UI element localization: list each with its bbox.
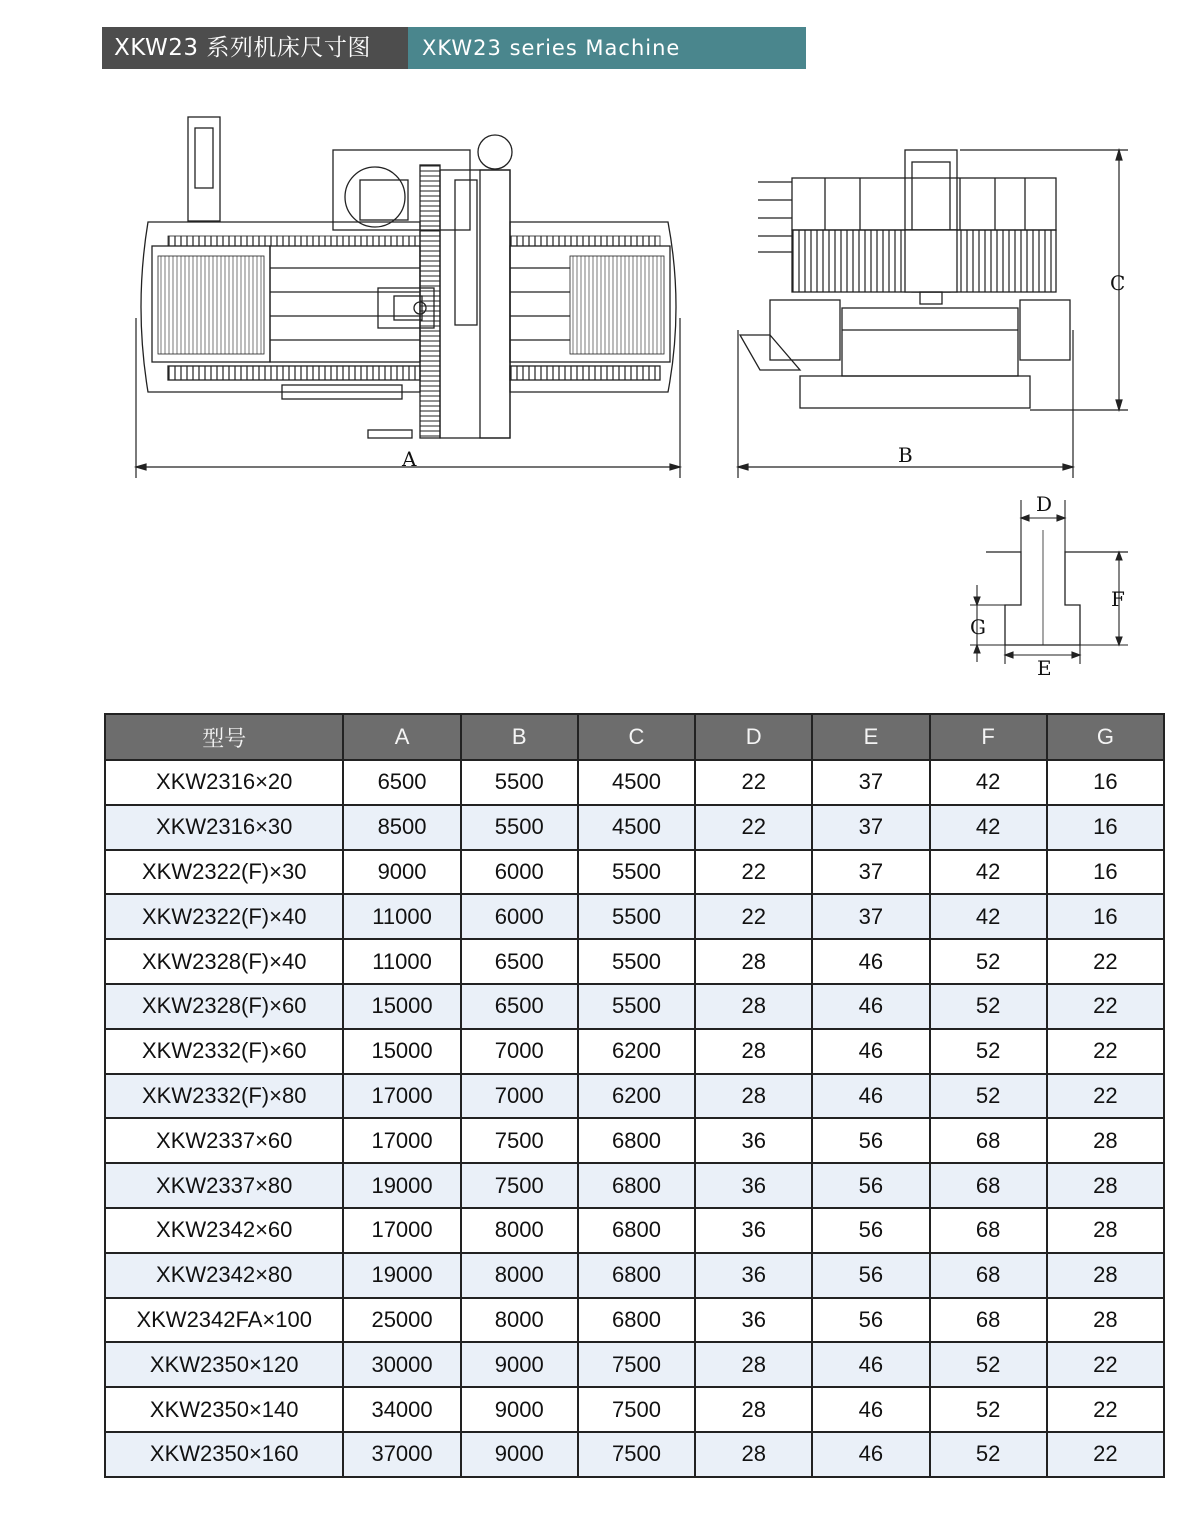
table-row (105, 984, 1164, 1029)
cell-g: 22 (1047, 1432, 1164, 1477)
cell-e: 56 (812, 1163, 929, 1208)
cell-c: 6800 (578, 1298, 695, 1343)
cell-b: 7500 (461, 1118, 578, 1163)
cell-f: 68 (930, 1208, 1047, 1253)
cell-a: 19000 (343, 1253, 460, 1298)
table-row (105, 1118, 1164, 1163)
top-view-drawing (141, 117, 676, 438)
table-row (105, 760, 1164, 805)
cell-f: 52 (930, 939, 1047, 984)
label-e: E (1037, 656, 1052, 680)
cell-e: 46 (812, 1432, 929, 1477)
cell-g: 16 (1047, 850, 1164, 895)
cell-model: XKW2337×60 (105, 1118, 343, 1163)
cell-c: 7500 (578, 1342, 695, 1387)
table-body (105, 760, 1164, 1477)
cell-c: 6800 (578, 1163, 695, 1208)
cell-model: XKW2322(F)×30 (105, 850, 343, 895)
dimension-table (104, 713, 1165, 1478)
cell-model: XKW2332(F)×80 (105, 1074, 343, 1119)
table-row (105, 939, 1164, 984)
cell-f: 52 (930, 984, 1047, 1029)
cell-e: 56 (812, 1118, 929, 1163)
cell-d: 28 (695, 1432, 812, 1477)
cell-g: 28 (1047, 1163, 1164, 1208)
title-english: XKW23 series Machine Dimension (408, 27, 806, 69)
cell-c: 4500 (578, 760, 695, 805)
cell-a: 8500 (343, 805, 460, 850)
cell-f: 52 (930, 1387, 1047, 1432)
header-e: E (812, 714, 929, 760)
header-d: D (695, 714, 812, 760)
cell-b: 8000 (461, 1253, 578, 1298)
cell-b: 6000 (461, 850, 578, 895)
cell-b: 5500 (461, 760, 578, 805)
table-row (105, 850, 1164, 895)
cell-model: XKW2332(F)×60 (105, 1029, 343, 1074)
cell-a: 30000 (343, 1342, 460, 1387)
cell-b: 7000 (461, 1029, 578, 1074)
cell-g: 28 (1047, 1298, 1164, 1343)
cell-model: XKW2350×140 (105, 1387, 343, 1432)
cell-model: XKW2337×80 (105, 1163, 343, 1208)
table-row (105, 1029, 1164, 1074)
table-row (105, 1342, 1164, 1387)
cell-b: 8000 (461, 1298, 578, 1343)
cell-e: 56 (812, 1298, 929, 1343)
cell-e: 46 (812, 1074, 929, 1119)
cell-e: 37 (812, 760, 929, 805)
label-a: A (402, 447, 417, 471)
side-view-drawing (740, 150, 1070, 408)
cell-b: 8000 (461, 1208, 578, 1253)
cell-model: XKW2316×30 (105, 805, 343, 850)
header-g: G (1047, 714, 1164, 760)
cell-a: 34000 (343, 1387, 460, 1432)
cell-c: 5500 (578, 984, 695, 1029)
cell-c: 7500 (578, 1387, 695, 1432)
cell-model: XKW2316×20 (105, 760, 343, 805)
cell-d: 28 (695, 1074, 812, 1119)
cell-d: 22 (695, 805, 812, 850)
cell-b: 6500 (461, 939, 578, 984)
cell-g: 28 (1047, 1118, 1164, 1163)
cell-e: 46 (812, 1342, 929, 1387)
cell-e: 56 (812, 1253, 929, 1298)
cell-e: 37 (812, 805, 929, 850)
cell-a: 11000 (343, 939, 460, 984)
machine-dimension-drawing (0, 0, 1200, 700)
table-row (105, 1253, 1164, 1298)
table-row (105, 1163, 1164, 1208)
cell-a: 15000 (343, 984, 460, 1029)
cell-d: 22 (695, 760, 812, 805)
cell-f: 52 (930, 1342, 1047, 1387)
cell-f: 42 (930, 894, 1047, 939)
t-slot-section (986, 530, 1128, 645)
header-c: C (578, 714, 695, 760)
label-d: D (1036, 492, 1053, 516)
cell-c: 6800 (578, 1253, 695, 1298)
cell-b: 9000 (461, 1342, 578, 1387)
cell-d: 22 (695, 894, 812, 939)
cell-e: 46 (812, 939, 929, 984)
cell-d: 36 (695, 1163, 812, 1208)
cell-e: 37 (812, 894, 929, 939)
cell-b: 9000 (461, 1432, 578, 1477)
table-row (105, 1432, 1164, 1477)
cell-a: 9000 (343, 850, 460, 895)
cell-model: XKW2342×80 (105, 1253, 343, 1298)
cell-f: 52 (930, 1029, 1047, 1074)
cell-f: 42 (930, 850, 1047, 895)
cell-a: 11000 (343, 894, 460, 939)
cell-a: 15000 (343, 1029, 460, 1074)
t-slot-dimensions (970, 500, 1128, 664)
header-a: A (343, 714, 460, 760)
label-f: F (1111, 587, 1125, 611)
label-c: C (1110, 271, 1126, 295)
cell-a: 17000 (343, 1208, 460, 1253)
cell-f: 68 (930, 1163, 1047, 1208)
cell-e: 46 (812, 1029, 929, 1074)
cell-d: 28 (695, 1342, 812, 1387)
cell-c: 4500 (578, 805, 695, 850)
title-chinese: XKW23 系列机床尺寸图 (102, 27, 408, 69)
cell-g: 28 (1047, 1253, 1164, 1298)
cell-a: 17000 (343, 1074, 460, 1119)
table-row (105, 894, 1164, 939)
header-b: B (461, 714, 578, 760)
cell-c: 6800 (578, 1208, 695, 1253)
cell-f: 68 (930, 1253, 1047, 1298)
cell-a: 17000 (343, 1118, 460, 1163)
table-row (105, 1387, 1164, 1432)
cell-e: 46 (812, 1387, 929, 1432)
cell-f: 68 (930, 1118, 1047, 1163)
cell-g: 22 (1047, 984, 1164, 1029)
cell-c: 6800 (578, 1118, 695, 1163)
cell-c: 7500 (578, 1432, 695, 1477)
label-b: B (898, 443, 913, 467)
cell-f: 42 (930, 760, 1047, 805)
header-model: 型号 (105, 714, 343, 760)
label-g: G (970, 615, 986, 639)
table-row (105, 1298, 1164, 1343)
cell-d: 22 (695, 850, 812, 895)
cell-g: 28 (1047, 1208, 1164, 1253)
cell-g: 16 (1047, 760, 1164, 805)
cell-e: 37 (812, 850, 929, 895)
cell-d: 28 (695, 984, 812, 1029)
cell-d: 36 (695, 1208, 812, 1253)
cell-g: 22 (1047, 1342, 1164, 1387)
cell-b: 9000 (461, 1387, 578, 1432)
cell-g: 16 (1047, 805, 1164, 850)
cell-b: 6500 (461, 984, 578, 1029)
cell-d: 28 (695, 1029, 812, 1074)
cell-g: 22 (1047, 1074, 1164, 1119)
cell-d: 36 (695, 1253, 812, 1298)
cell-e: 56 (812, 1208, 929, 1253)
cell-c: 5500 (578, 894, 695, 939)
cell-model: XKW2328(F)×40 (105, 939, 343, 984)
header-f: F (930, 714, 1047, 760)
cell-e: 46 (812, 984, 929, 1029)
table-row (105, 805, 1164, 850)
cell-f: 52 (930, 1432, 1047, 1477)
cell-f: 68 (930, 1298, 1047, 1343)
cell-model: XKW2350×120 (105, 1342, 343, 1387)
cell-g: 22 (1047, 1387, 1164, 1432)
cell-a: 19000 (343, 1163, 460, 1208)
cell-model: XKW2350×160 (105, 1432, 343, 1477)
cell-model: XKW2342×60 (105, 1208, 343, 1253)
cell-model: XKW2328(F)×60 (105, 984, 343, 1029)
cell-c: 6200 (578, 1029, 695, 1074)
cell-model: XKW2342FA×100 (105, 1298, 343, 1343)
cell-f: 52 (930, 1074, 1047, 1119)
cell-b: 6000 (461, 894, 578, 939)
cell-d: 36 (695, 1118, 812, 1163)
cell-a: 25000 (343, 1298, 460, 1343)
table-header-row (105, 714, 1164, 760)
cell-model: XKW2322(F)×40 (105, 894, 343, 939)
cell-g: 22 (1047, 1029, 1164, 1074)
cell-b: 7500 (461, 1163, 578, 1208)
cell-d: 36 (695, 1298, 812, 1343)
table-row (105, 1074, 1164, 1119)
cell-f: 42 (930, 805, 1047, 850)
cell-c: 6200 (578, 1074, 695, 1119)
cell-g: 22 (1047, 939, 1164, 984)
cell-b: 5500 (461, 805, 578, 850)
cell-c: 5500 (578, 939, 695, 984)
cell-d: 28 (695, 939, 812, 984)
cell-a: 37000 (343, 1432, 460, 1477)
cell-c: 5500 (578, 850, 695, 895)
cell-b: 7000 (461, 1074, 578, 1119)
cell-g: 16 (1047, 894, 1164, 939)
cell-d: 28 (695, 1387, 812, 1432)
cell-a: 6500 (343, 760, 460, 805)
table-row (105, 1208, 1164, 1253)
